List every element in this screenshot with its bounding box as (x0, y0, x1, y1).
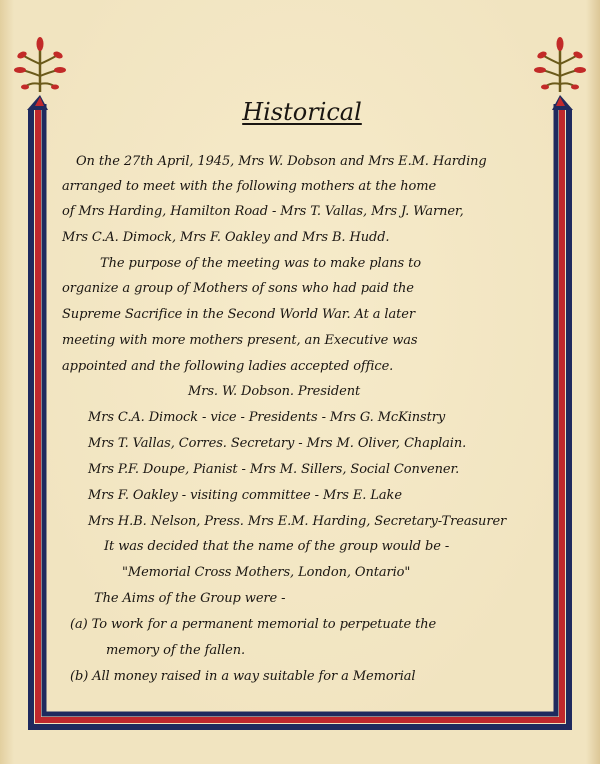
right-flower-sprig-icon (534, 37, 586, 92)
text-line: meeting with more mothers present, an Executive was (62, 333, 418, 348)
text-line: It was decided that the name of the group would be - (104, 539, 450, 554)
page-title: Historical (242, 98, 362, 126)
text-line: Mrs C.A. Dimock, Mrs F. Oakley and Mrs B. Hudd. (62, 230, 390, 245)
text-line: organize a group of Mothers of sons who had paid the (62, 281, 414, 296)
text-line: memory of the fallen. (106, 643, 246, 658)
text-line: Mrs. W. Dobson. President (188, 384, 361, 399)
text-line: On the 27th April, 1945, Mrs W. Dobson and Mrs E.M. Harding (76, 154, 487, 169)
text-line: appointed and the following ladies accepted office. (62, 359, 394, 374)
text-line: arranged to meet with the following mothers at the home (62, 179, 437, 194)
text-line: "Memorial Cross Mothers, London, Ontario" (122, 565, 411, 580)
text-line: of Mrs Harding, Hamilton Road - Mrs T. Vallas, Mrs J. Warner, (62, 204, 464, 219)
text-line: (b) All money raised in a way suitable for a Memorial (70, 669, 416, 684)
left-flower-sprig-icon (14, 37, 66, 92)
text-line: Mrs F. Oakley - visiting committee - Mrs E. Lake (88, 488, 402, 503)
text-line: The Aims of the Group were - (94, 591, 286, 606)
text-line: Supreme Sacrifice in the Second World War. At a later (62, 307, 415, 322)
text-line: Mrs C.A. Dimock - vice - Presidents - Mrs G. McKinstry (88, 410, 446, 425)
text-line: Mrs T. Vallas, Corres. Secretary - Mrs M. Oliver, Chaplain. (88, 436, 467, 451)
text-line: Mrs P.F. Doupe, Pianist - Mrs M. Sillers, Social Convener. (88, 462, 460, 477)
text-line: (a) To work for a permanent memorial to perpetuate the (70, 617, 437, 632)
text-line: The purpose of the meeting was to make plans to (100, 256, 421, 271)
text-line: Mrs H.B. Nelson, Press. Mrs E.M. Harding, Secretary-Treasurer (88, 514, 507, 529)
